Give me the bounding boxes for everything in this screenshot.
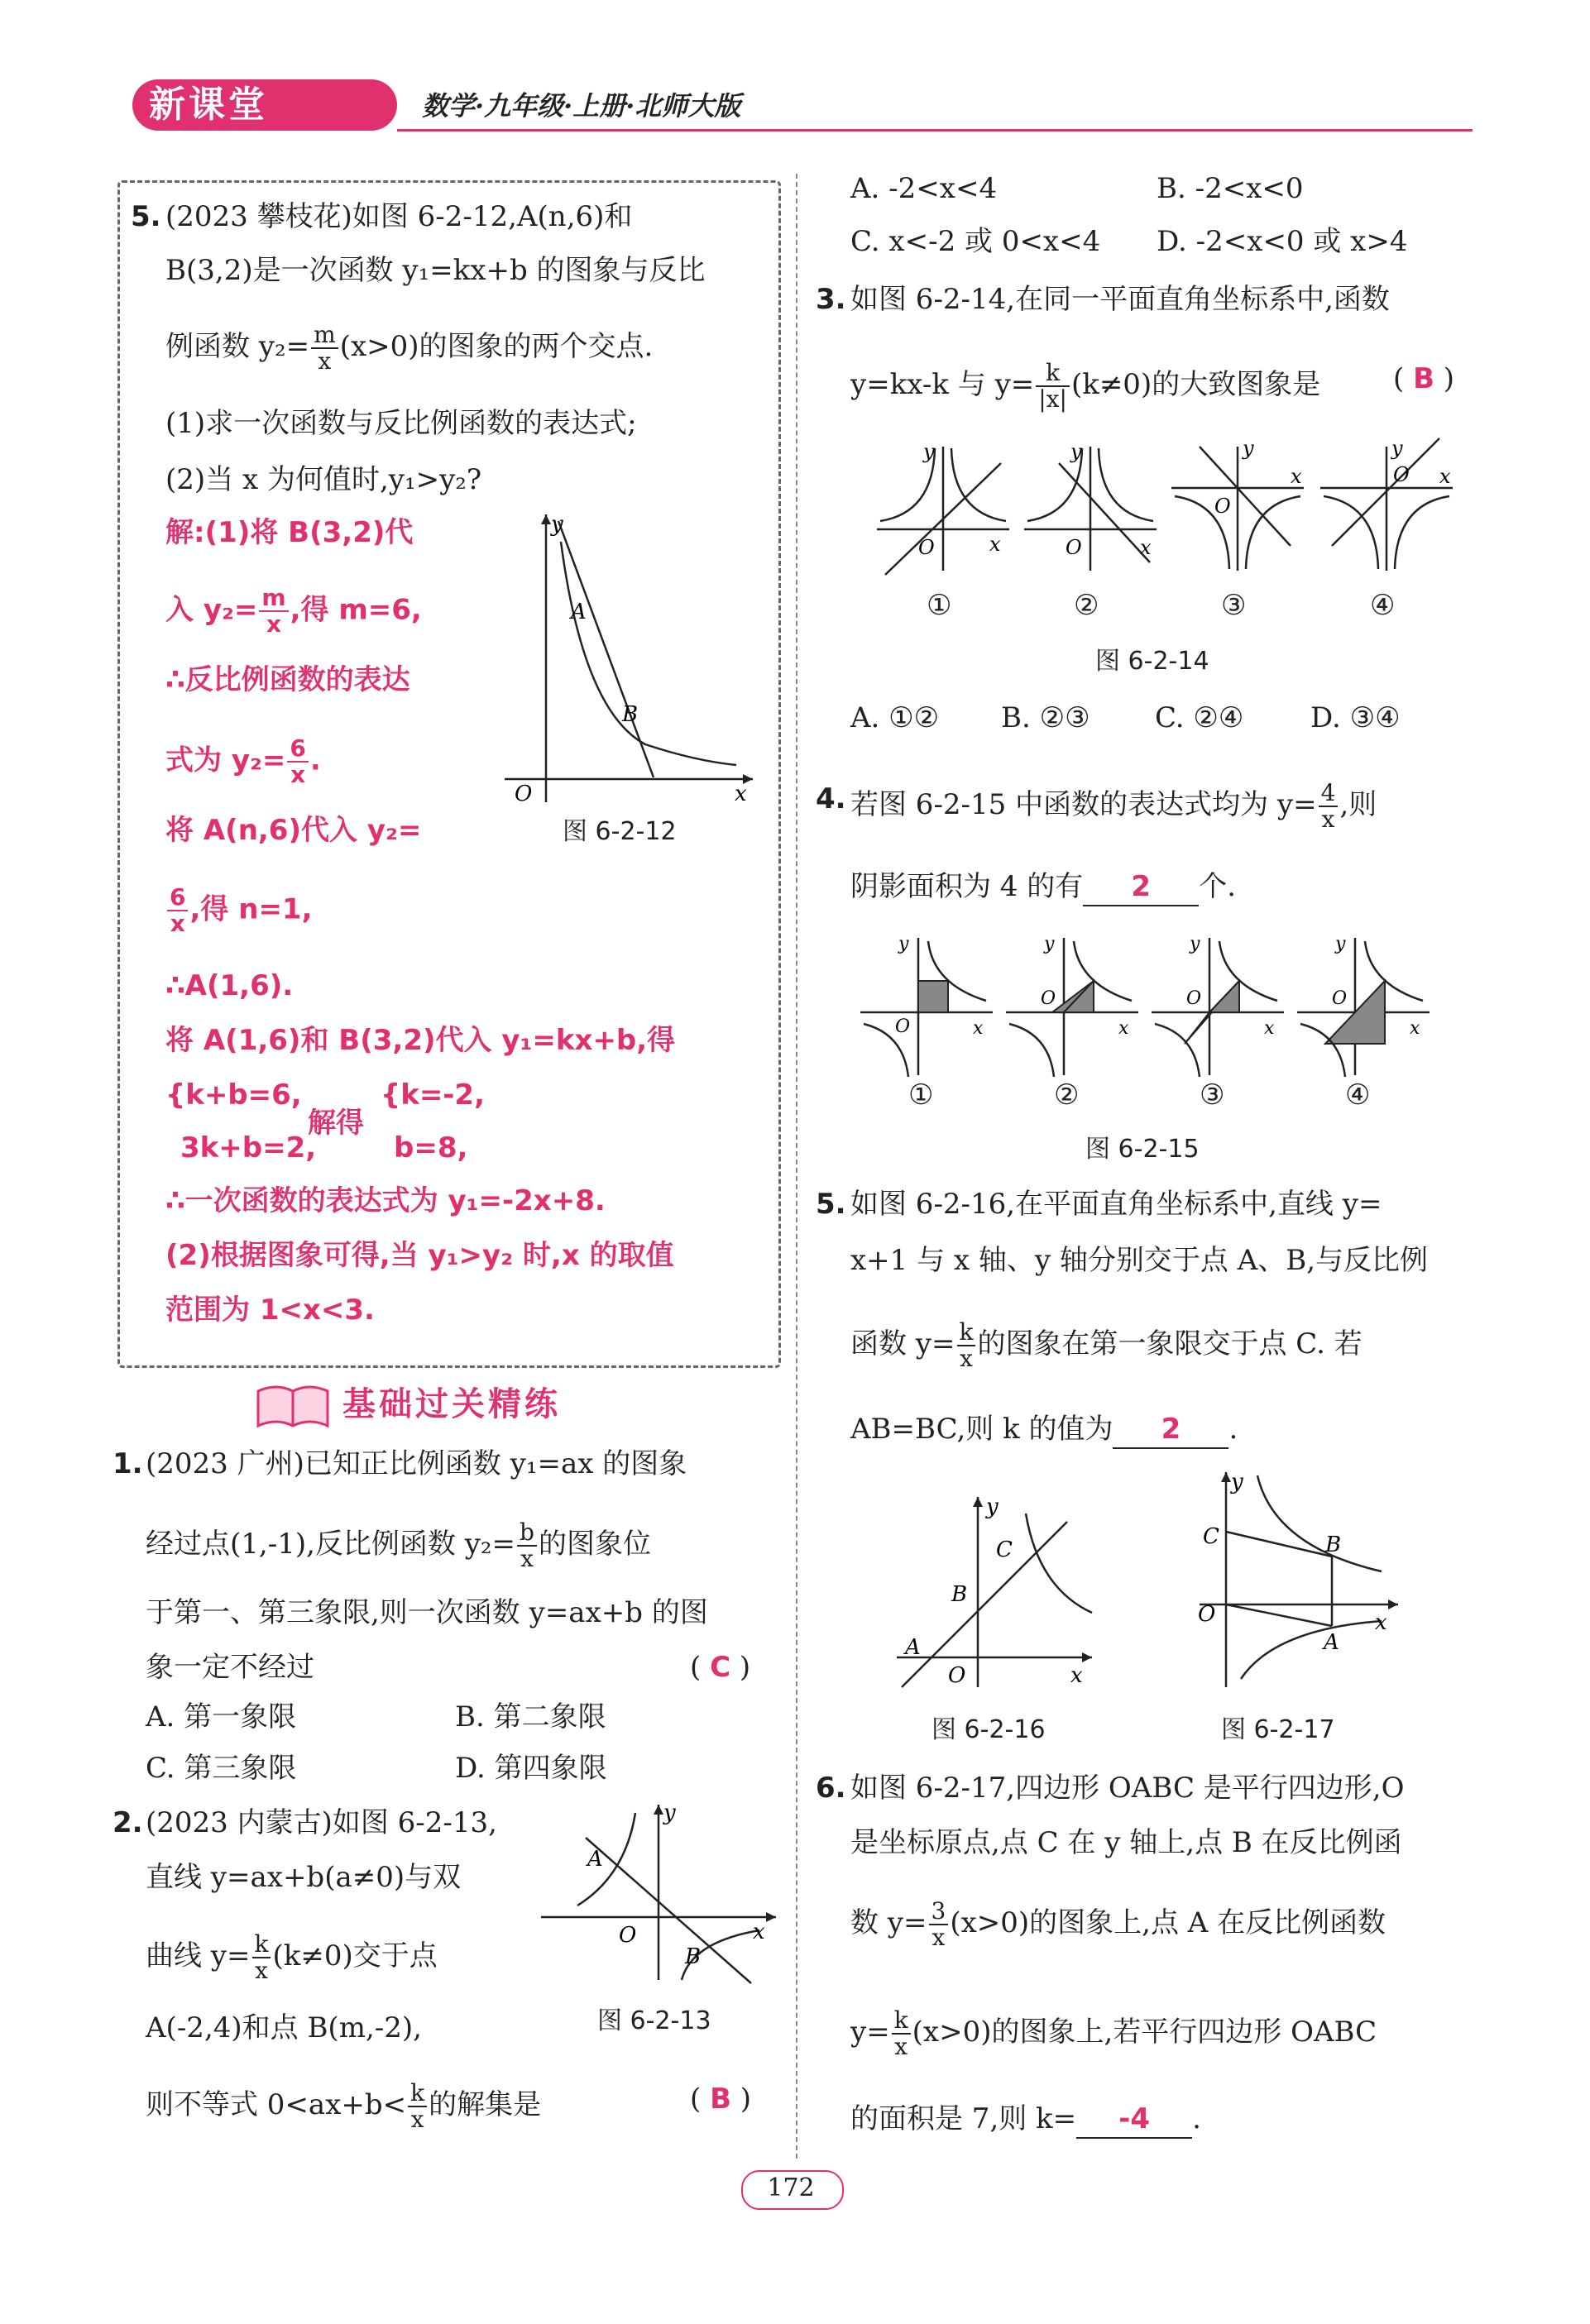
q5r-blank — [1113, 1411, 1228, 1449]
q2-frac2 — [408, 2081, 427, 2132]
q6-frac-n: 3 — [929, 1899, 949, 1925]
q2-line5b: 的解集是 — [429, 2088, 542, 2121]
q3-optC: C. ②④ — [1155, 701, 1244, 734]
fig-caption-6-2-12: 图 6-2-12 — [563, 817, 677, 846]
svg-text:x: x — [1291, 465, 1302, 488]
svg-text:B: B — [685, 1944, 702, 1969]
figure-6-2-13 — [536, 1796, 784, 1987]
svg-text:x: x — [1439, 465, 1451, 488]
svg-text:y: y — [1044, 934, 1055, 954]
q3-frac — [1036, 361, 1070, 412]
svg-text:x: x — [1264, 1018, 1275, 1039]
svg-text:O: O — [515, 782, 533, 806]
svg-text:x: x — [1410, 1018, 1420, 1039]
svg-text:O: O — [1041, 988, 1056, 1009]
svg-text:O: O — [1198, 1602, 1216, 1627]
q1-frac-d: x — [520, 1545, 534, 1572]
q5r-line2: x+1 与 x 轴、y 轴分别交于点 A、B,与反比例 — [850, 1244, 1429, 1277]
fig14-label4: ④ — [1370, 589, 1396, 622]
q3-frac-n: k — [1036, 361, 1070, 387]
q6-answer: -4 — [1118, 2102, 1151, 2135]
svg-text:y: y — [986, 1494, 999, 1519]
q5-line5: (2)当 x 为何值时,y₁>y₂? — [165, 463, 482, 496]
sol4b: . — [309, 744, 321, 777]
q1-number: 1. — [113, 1447, 143, 1480]
sol6b: ,得 n=1, — [189, 892, 313, 926]
header-rule — [397, 129, 1473, 132]
q2-answer-bracket: ( B ) — [690, 2083, 752, 2116]
figure-6-2-16 — [893, 1489, 1100, 1695]
q1-line2a: 经过点(1,-1),反比例函数 y₂= — [146, 1528, 516, 1561]
q1-optC: C. 第三象限 — [146, 1752, 297, 1785]
graph-14-3 — [1171, 437, 1304, 571]
q3-answer-bracket: ( B ) — [1393, 362, 1455, 395]
q5-line3 — [165, 323, 653, 374]
fig14-label1: ① — [927, 589, 952, 622]
svg-text:O: O — [918, 536, 935, 559]
q2-optA: A. -2<x<4 — [850, 172, 998, 205]
svg-text:O: O — [948, 1663, 966, 1688]
q6-frac2-n: k — [892, 2008, 911, 2035]
q3-line1: 如图 6-2-14,在同一平面直角坐标系中,函数 — [850, 283, 1390, 316]
svg-text:y: y — [551, 512, 563, 537]
svg-text:O: O — [619, 1923, 637, 1948]
q5r-line4b: . — [1228, 1413, 1238, 1446]
svg-text:y: y — [1070, 440, 1082, 463]
q5r-frac-d: x — [960, 1345, 973, 1372]
q1-line2b: 的图象位 — [538, 1528, 651, 1561]
q6-frac2-d: x — [894, 2033, 908, 2060]
q5-line1: (2023 攀枝花)如图 6-2-12,A(n,6)和 — [165, 200, 633, 233]
book-icon — [253, 1380, 333, 1432]
sol2-d: x — [266, 610, 282, 638]
sol2b: ,得 m=6, — [290, 593, 422, 627]
q4-number: 4. — [816, 782, 846, 815]
q2-line3 — [146, 1932, 438, 1983]
svg-text:x: x — [1375, 1610, 1387, 1635]
graph-14-2 — [1024, 440, 1157, 571]
sol6-n: 6 — [167, 885, 188, 911]
svg-text:O: O — [1186, 988, 1202, 1009]
q2-optC: C. x<-2 或 0<x<4 — [850, 225, 1101, 258]
q5-frac — [311, 323, 338, 374]
sol-line10c: b=8, — [394, 1131, 468, 1164]
q5r-line1: 如图 6-2-16,在平面直角坐标系中,直线 y= — [850, 1188, 1382, 1221]
graph-14-4 — [1320, 437, 1453, 571]
header — [99, 74, 1473, 141]
svg-text:y: y — [663, 1800, 676, 1825]
q2-optD: D. -2<x<0 或 x>4 — [1157, 225, 1408, 258]
q6-line1: 如图 6-2-17,四边形 OABC 是平行四边形,O — [850, 1772, 1405, 1805]
q6-blank — [1076, 2101, 1192, 2139]
q1-frac — [517, 1520, 537, 1571]
svg-text:y: y — [1243, 437, 1254, 460]
q4-frac — [1319, 781, 1339, 832]
q2-line3a: 曲线 y= — [146, 1939, 251, 1973]
svg-text:C: C — [996, 1537, 1013, 1562]
sol-line9a: {k+b=6, — [165, 1078, 302, 1112]
sol-line4 — [165, 736, 321, 787]
q1-line4: 象一定不经过 — [146, 1651, 314, 1684]
figure-6-2-17 — [1175, 1464, 1406, 1695]
sol-line9b: 解得 — [308, 1107, 364, 1140]
fig15-label4: ④ — [1345, 1078, 1371, 1112]
fig-caption-6-2-16: 图 6-2-16 — [931, 1715, 1046, 1744]
q3-line2b: (k≠0)的大致图象是 — [1070, 368, 1321, 401]
q3-optD: D. ③④ — [1310, 701, 1401, 734]
svg-text:y: y — [1335, 934, 1346, 954]
sol-line7: ∴A(1,6). — [165, 969, 294, 1002]
q4-frac-d: x — [1321, 806, 1335, 833]
q6-line5 — [850, 2101, 1201, 2139]
q3-optA: A. ①② — [850, 701, 940, 734]
svg-text:A: A — [905, 1635, 921, 1660]
q6-frac-d: x — [931, 1924, 946, 1951]
sol-line2 — [165, 586, 422, 637]
sol-line8: 将 A(1,6)和 B(3,2)代入 y₁=kx+b,得 — [165, 1024, 676, 1057]
q6-line3a: 数 y= — [850, 1906, 927, 1939]
sol2a: 入 y₂= — [165, 593, 258, 627]
q6-line4b: (x>0)的图象上,若平行四边形 OABC — [912, 2016, 1377, 2049]
sol-line13: 范围为 1<x<3. — [165, 1294, 375, 1327]
svg-text:x: x — [1140, 536, 1152, 559]
fig14-label2: ② — [1074, 589, 1099, 622]
svg-text:B: B — [1325, 1533, 1342, 1557]
sol-line11: ∴一次函数的表达式为 y₁=-2x+8. — [165, 1184, 606, 1217]
q2-frac — [252, 1932, 271, 1983]
q2-line2: 直线 y=ax+b(a≠0)与双 — [146, 1861, 462, 1894]
q3-frac-d: |x| — [1038, 385, 1067, 413]
q3-optB: B. ②③ — [1001, 701, 1090, 734]
svg-text:O: O — [1066, 536, 1082, 559]
q3-answer: B — [1413, 362, 1434, 395]
svg-text:B: B — [951, 1582, 968, 1607]
q5-number: 5. — [131, 200, 161, 233]
fig-caption-6-2-14: 图 6-2-14 — [1095, 647, 1209, 676]
svg-text:x: x — [1070, 1663, 1083, 1688]
svg-text:O: O — [895, 1016, 911, 1037]
graph-15-2 — [1006, 934, 1138, 1077]
q3-line2a: y=kx-k 与 y= — [850, 368, 1035, 401]
q6-line5a: 的面积是 7,则 k= — [850, 2102, 1077, 2135]
fig14-label3: ③ — [1221, 589, 1247, 622]
svg-text:O: O — [1393, 463, 1410, 486]
q6-line4 — [850, 2008, 1377, 2059]
q6-line3 — [850, 1899, 1386, 1950]
column-divider — [796, 174, 797, 2159]
q1-optD: D. 第四象限 — [455, 1752, 607, 1785]
q4-frac-n: 4 — [1319, 781, 1339, 807]
svg-text:x: x — [753, 1920, 765, 1944]
sol-line1: 解:(1)将 B(3,2)代 — [165, 516, 414, 549]
svg-text:B: B — [622, 702, 639, 727]
svg-text:x: x — [989, 533, 1001, 556]
q4-line2a: 阴影面积为 4 的有 — [850, 870, 1084, 903]
q2-frac-n: k — [252, 1932, 271, 1958]
svg-text:y: y — [898, 934, 909, 954]
q1-optB: B. 第二象限 — [455, 1700, 606, 1733]
q1-frac-n: b — [517, 1520, 537, 1547]
q6-line3b: (x>0)的图象上,点 A 在反比例函数 — [950, 1906, 1386, 1939]
q6-number: 6. — [816, 1772, 846, 1805]
q2-line3b: (k≠0)交于点 — [272, 1939, 438, 1973]
q2-answer: B — [710, 2083, 731, 2116]
sol-line9c: {k=-2, — [381, 1078, 485, 1112]
figure-6-2-15 — [854, 926, 1449, 1083]
sol6-d: x — [170, 910, 185, 937]
svg-text:y: y — [1190, 934, 1200, 954]
q5r-line4 — [850, 1411, 1238, 1449]
sol4-n: 6 — [287, 736, 308, 763]
svg-text:A: A — [571, 600, 587, 624]
q5r-answer: 2 — [1161, 1413, 1181, 1446]
q2-line5 — [146, 2081, 541, 2132]
graph-15-4 — [1297, 934, 1430, 1077]
q5r-line3b: 的图象在第一象限交于点 C. 若 — [977, 1327, 1363, 1360]
sol4-d: x — [290, 761, 306, 788]
fig-caption-6-2-15: 图 6-2-15 — [1085, 1135, 1200, 1164]
q6-line2: 是坐标原点,点 C 在 y 轴上,点 B 在反比例函 — [850, 1826, 1402, 1859]
q6-line5b: . — [1192, 2102, 1201, 2135]
section-title: 基础过关精练 — [342, 1385, 561, 1423]
sol2-n: m — [259, 586, 288, 612]
svg-text:x: x — [735, 782, 747, 806]
q1-line1: (2023 广州)已知正比例函数 y₁=ax 的图象 — [146, 1447, 687, 1480]
q5r-line4a: AB=BC,则 k 的值为 — [850, 1413, 1113, 1446]
q3-number: 3. — [816, 283, 846, 316]
figure-6-2-14 — [860, 430, 1489, 579]
graph-15-1 — [860, 934, 993, 1077]
fig15-label3: ③ — [1200, 1078, 1225, 1112]
q4-line2b: 个. — [1199, 870, 1237, 903]
fig-caption-6-2-13: 图 6-2-13 — [597, 2006, 711, 2035]
q5-line2: B(3,2)是一次函数 y₁=kx+b 的图象与反比 — [165, 254, 706, 287]
q1-line2 — [146, 1520, 651, 1571]
logo-text: 新课堂 — [149, 84, 268, 126]
q5r-line3a: 函数 y= — [850, 1327, 955, 1360]
q6-frac2 — [892, 2008, 911, 2059]
q4-answer: 2 — [1131, 870, 1152, 903]
q1-answer: C — [710, 1651, 731, 1684]
svg-text:O: O — [1332, 988, 1348, 1009]
sol6-frac — [167, 885, 188, 936]
svg-text:y: y — [1391, 437, 1403, 460]
q5r-frac — [957, 1320, 976, 1371]
q2-line5a: 则不等式 0<ax+b< — [146, 2088, 407, 2121]
svg-text:A: A — [587, 1847, 603, 1872]
q5-line3a: 例函数 y₂= — [165, 330, 310, 363]
svg-text:y: y — [1231, 1470, 1243, 1494]
sol-line6 — [165, 885, 313, 936]
q4-line2 — [850, 868, 1236, 906]
q2-optB: B. -2<x<0 — [1157, 172, 1304, 205]
sol-line10a: 3k+b=2, — [180, 1131, 317, 1164]
header-subtitle: 数学·九年级·上册·北师大版 — [422, 90, 741, 122]
q2-frac2-d: x — [410, 2106, 424, 2133]
q6-line4a: y= — [850, 2016, 890, 2049]
q2-frac2-n: k — [408, 2081, 427, 2107]
page-number: 172 — [767, 2173, 815, 2202]
q1-line3: 于第一、第三象限,则一次函数 y=ax+b 的图 — [146, 1596, 708, 1629]
q6-frac — [929, 1899, 949, 1950]
graph-14-1 — [877, 440, 1009, 575]
q2-line1: (2023 内蒙古)如图 6-2-13, — [146, 1806, 497, 1839]
graph-15-3 — [1152, 934, 1284, 1077]
figure-6-2-12 — [496, 504, 761, 811]
q3-line2 — [850, 361, 1320, 412]
q4-line1b: ,则 — [1339, 788, 1377, 821]
q2-line4: A(-2,4)和点 B(m,-2), — [146, 2011, 422, 2044]
q1-answer-bracket: ( C ) — [690, 1651, 751, 1684]
sol-line12: (2)根据图象可得,当 y₁>y₂ 时,x 的取值 — [165, 1239, 674, 1272]
q5-line4: (1)求一次函数与反比例函数的表达式; — [165, 407, 637, 440]
q5-frac-d: x — [318, 347, 332, 375]
q2-frac-d: x — [255, 1957, 268, 1984]
q4-line1a: 若图 6-2-15 中函数的表达式均为 y= — [850, 788, 1317, 821]
q5r-line3 — [850, 1320, 1363, 1371]
sol4a: 式为 y₂= — [165, 744, 286, 777]
svg-text:O: O — [1214, 495, 1231, 518]
q5-frac-n: m — [311, 323, 338, 349]
fig-caption-6-2-17: 图 6-2-17 — [1221, 1715, 1335, 1744]
svg-text:y: y — [923, 440, 935, 463]
sol4-frac — [287, 736, 308, 787]
svg-text:A: A — [1324, 1630, 1339, 1655]
q4-line1 — [850, 781, 1377, 832]
fig15-label2: ② — [1054, 1078, 1080, 1112]
sol-line3: ∴反比例函数的表达 — [165, 663, 410, 696]
fig15-label1: ① — [908, 1078, 934, 1112]
svg-text:x: x — [973, 1018, 984, 1039]
sol-line5: 将 A(n,6)代入 y₂= — [165, 814, 422, 847]
sol2-frac — [259, 586, 288, 637]
q2-number: 2. — [113, 1806, 143, 1839]
svg-text:x: x — [1118, 1018, 1129, 1039]
q5r-number: 5. — [816, 1188, 846, 1221]
svg-text:C: C — [1203, 1524, 1219, 1549]
q1-optA: A. 第一象限 — [146, 1700, 297, 1733]
q4-blank — [1083, 868, 1199, 906]
q5r-frac-n: k — [957, 1320, 976, 1346]
q5-line3b: (x>0)的图象的两个交点. — [339, 330, 654, 363]
